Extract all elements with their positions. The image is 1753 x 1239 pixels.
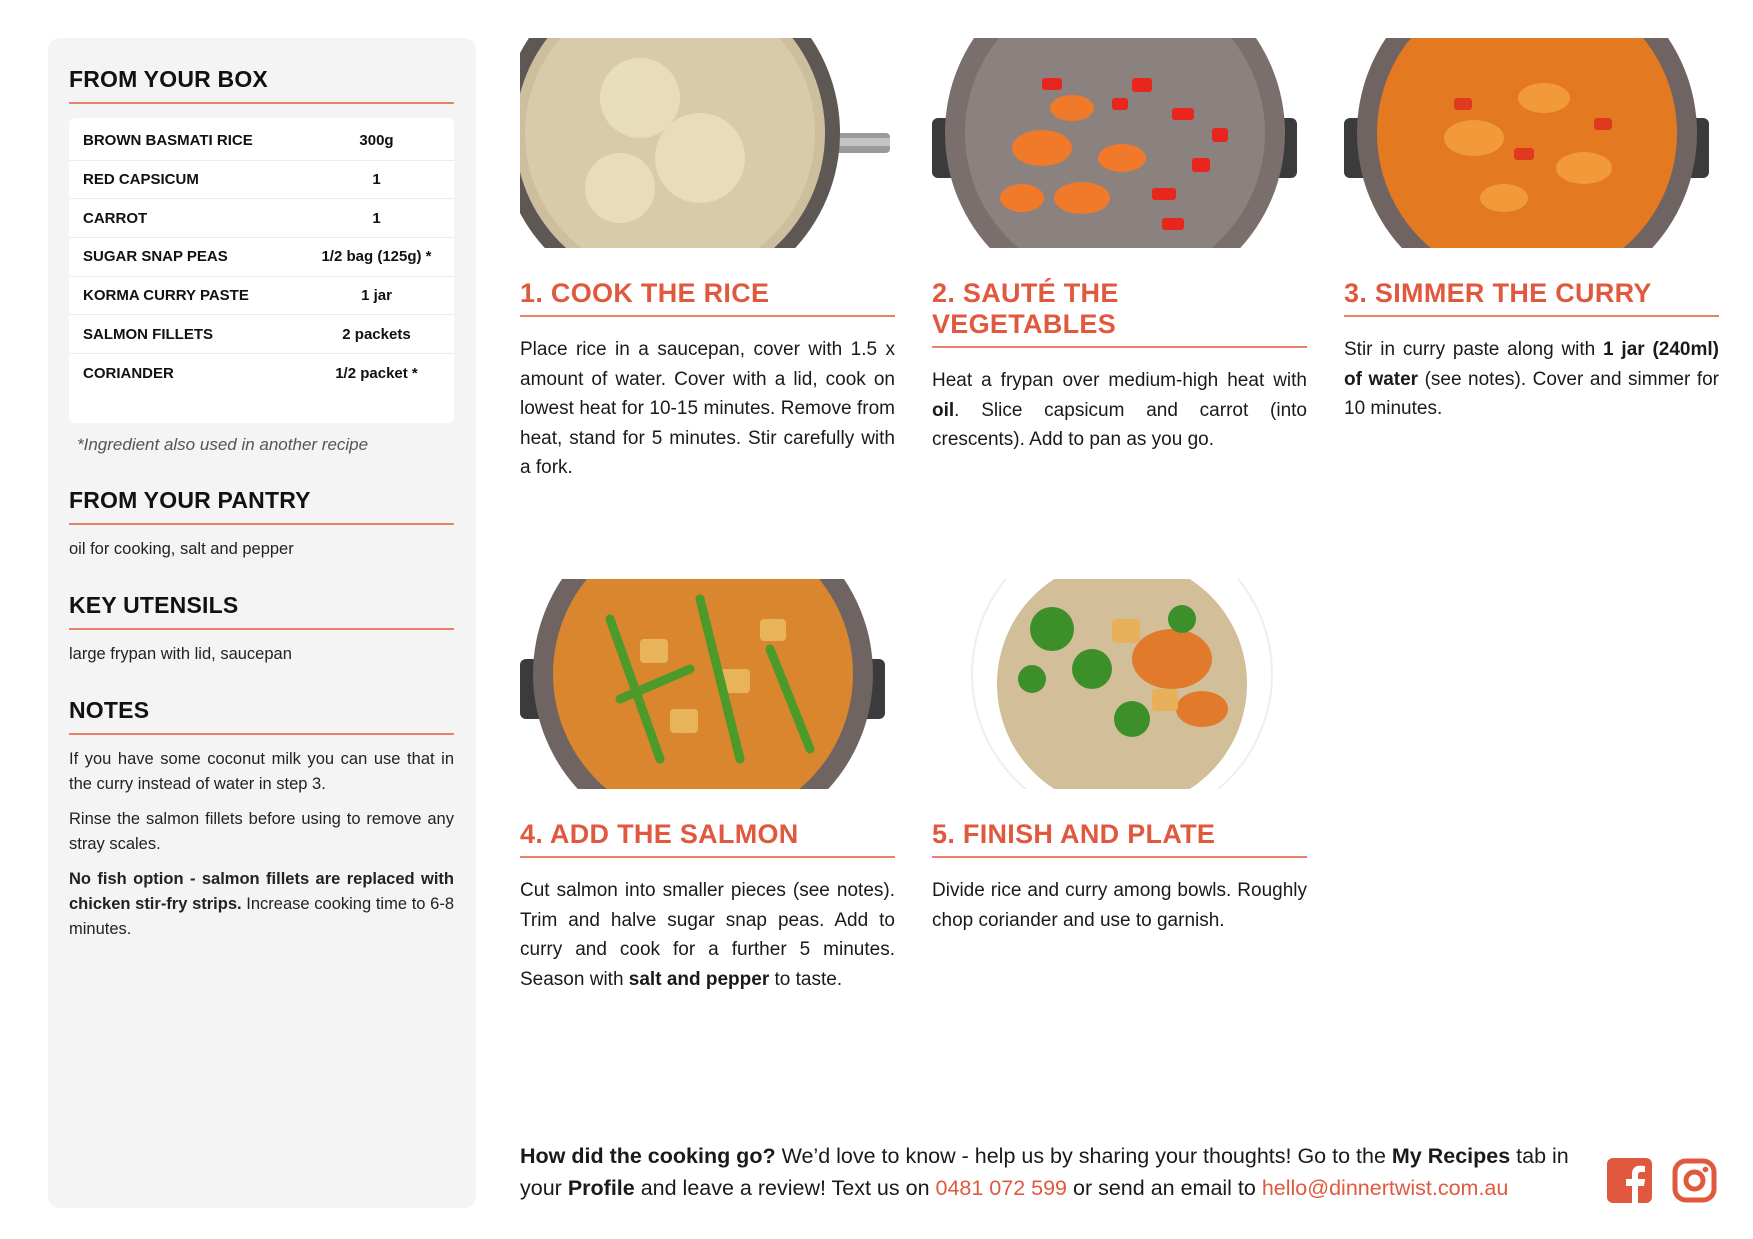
footer-my-recipes: My Recipes [1391,1144,1511,1168]
step-4-text-a: Cut salmon into smaller pieces (see notes). Trim and halve sugar snap peas. Add to curry and cook for a further 5 minutes. Season with [520,880,895,990]
ingredient-qty: 1/2 bag (125g) * [321,248,432,266]
step-4-text-b: to taste. [769,968,843,990]
footer-text-4: or send an email to [1067,1176,1262,1200]
plated-curry-bowl-image [932,579,1307,789]
ingredient-name: SALMON FILLETS [83,325,213,343]
step-4-text [520,876,895,994]
ingredient-footnote: *Ingredient also used in another recipe [77,434,369,454]
pantry-section [69,487,454,562]
notes-heading: NOTES [69,697,454,735]
footer-question: How did the cooking go? [520,1144,776,1168]
facebook-icon[interactable] [1607,1158,1652,1208]
step-1-text: Place rice in a saucepan, cover with 1.5 x amount of water. Cover with a lid, cook on lowest heat for 10-15 minutes. Remove from heat, stand for 5 minutes. Stir carefully with a fork. [520,339,895,478]
step-2-title: 2. SAUTÉ THE VEGETABLES [932,278,1307,348]
from-your-box-heading: FROM YOUR BOX [69,66,454,104]
vegetables-frypan-image [932,38,1307,248]
curry-frypan-image [1344,38,1719,248]
step-2-photo [932,38,1307,248]
rice-saucepan-image [520,38,895,248]
salmon-curry-frypan-image [520,579,895,789]
utensils-heading: KEY UTENSILS [69,592,454,630]
footer-email-link[interactable]: hello@dinnertwist.com.au [1261,1176,1509,1200]
ingredient-row [69,315,454,354]
step-3-text [1344,335,1719,424]
step-1 [520,38,895,483]
note-coconut: If you have some coconut milk you can use that in the curry instead of water in step 3. [69,749,454,793]
ingredient-qty: 300g [359,132,394,150]
step-5-title: 5. FINISH AND PLATE [932,819,1307,858]
footer-text-2: tab in your [520,1144,1569,1200]
step-4-bold: salt and pepper [628,968,770,990]
ingredient-qty: 1 [372,209,381,227]
ingredients-table [69,118,454,423]
ingredient-name: CORIANDER [83,364,174,382]
ingredient-name: SUGAR SNAP PEAS [83,248,228,266]
ingredient-row [69,277,454,316]
ingredient-qty: 1 jar [361,287,392,305]
step-1-photo [520,38,895,248]
step-4-photo [520,579,895,789]
utensils-section [69,592,454,667]
ingredient-row [69,238,454,277]
note-rinse: Rinse the salmon fillets before using to remove any stray scales. [69,809,454,853]
note-no-fish [69,867,454,942]
ingredient-row [69,122,454,161]
notes-section [69,697,454,942]
ingredient-name: CARROT [83,209,148,227]
footer-phone-link[interactable]: 0481 072 599 [935,1176,1068,1200]
note-no-fish-rest: Increase cooking time to 6-8 minutes. [69,894,454,938]
footer-text-3: and leave a review! Text us on [634,1176,936,1200]
ingredient-row [69,199,454,238]
step-5-photo [932,579,1307,789]
step-3-bold: 1 jar (240ml) of water [1344,339,1719,390]
ingredient-row [69,161,454,200]
ingredient-qty: 1 [372,171,381,189]
pantry-heading: FROM YOUR PANTRY [69,487,454,525]
ingredient-row [69,354,454,393]
step-4 [520,579,895,994]
step-3-text-a: Stir in curry paste along with [1344,339,1604,360]
step-5-text: Divide rice and curry among bowls. Roughly chop coriander and use to garnish. [932,880,1307,931]
step-2 [932,38,1307,455]
step-4-title: 4. ADD THE SALMON [520,819,895,858]
step-3-photo [1344,38,1719,248]
step-3-title: 3. SIMMER THE CURRY [1344,278,1719,317]
ingredients-sidebar [48,38,476,1208]
step-3-text-b: (see notes). Cover and simmer for 10 minutes. [1344,368,1719,419]
instagram-icon[interactable] [1672,1158,1717,1208]
step-2-text [932,366,1307,455]
step-2-bold: oil [932,399,955,421]
footer-profile: Profile [567,1176,635,1200]
ingredient-name: KORMA CURRY PASTE [83,287,249,305]
ingredient-name: RED CAPSICUM [83,171,199,189]
step-5 [932,579,1307,935]
utensils-text: large frypan with lid, saucepan [69,644,292,663]
step-3 [1344,38,1719,424]
note-no-fish-bold: No fish option - salmon fillets are replaced with chicken stir-fry strips. [69,869,454,913]
footer-text-1: We’d love to know - help us by sharing your thoughts! Go to the [775,1144,1392,1168]
ingredient-qty: 1/2 packet * [335,364,418,382]
ingredient-qty: 2 packets [342,325,411,343]
step-1-title: 1. COOK THE RICE [520,278,895,317]
ingredient-name: BROWN BASMATI RICE [83,132,253,150]
feedback-footer [520,1140,1580,1204]
step-2-text-a: Heat a frypan over medium-high heat with [932,370,1307,391]
pantry-text: oil for cooking, salt and pepper [69,539,294,558]
step-2-text-b: . Slice capsicum and carrot (into crescents). Add to pan as you go. [932,399,1307,450]
